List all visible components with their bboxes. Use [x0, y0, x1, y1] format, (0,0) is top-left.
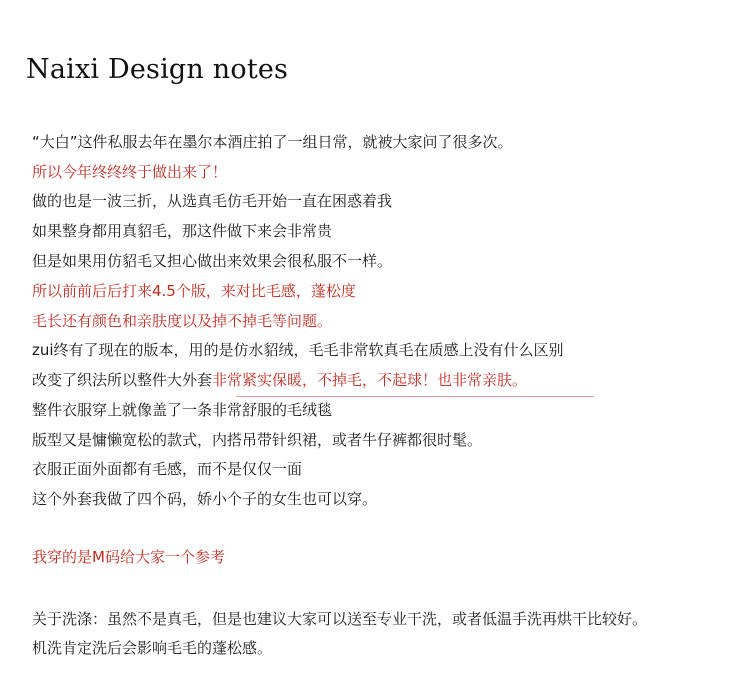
text-line: 但是如果用仿貂毛又担心做出来效果会很私服不一样。	[32, 252, 393, 270]
text-line: 这个外套我做了四个码，娇小个子的女生也可以穿。	[32, 490, 378, 508]
text-line: “大白”这件私服去年在墨尔本酒庄拍了一组日常，就被大家问了很多次。	[32, 133, 513, 151]
text-line: 版型又是慵懒宽松的款式，内搭吊带针织裙，或者牛仔裤都很时髦。	[32, 431, 483, 449]
text-line: 衣服正面外面都有毛感，而不是仅仅一面	[32, 460, 303, 478]
highlight-underline	[236, 396, 594, 397]
highlight-line: 所以今年终终终于做出来了！	[32, 163, 228, 181]
highlight-segment: 非常紧实保暖，不掉毛，不起球！也非常亲肤。	[212, 371, 528, 389]
text-line: 如果整身都用真貂毛，那这件做下来会非常贵	[32, 222, 333, 240]
text-line: 整件衣服穿上就像盖了一条非常舒服的毛绒毯	[32, 401, 333, 419]
care-note-line: 机洗肯定洗后会影响毛毛的蓬松感。	[32, 639, 273, 657]
care-note-line: 关于洗涤：虽然不是真毛，但是也建议大家可以送至专业干洗，或者低温手洗再烘干比较好。	[32, 610, 648, 628]
text-segment: 改变了织法所以整件大外套	[32, 371, 213, 389]
highlight-line: 毛长还有颜色和亲肤度以及掉不掉毛等问题。	[32, 312, 333, 330]
page-title: Naixi Design notes	[26, 54, 289, 85]
mixed-line	[32, 369, 527, 391]
text-line: zui终有了现在的版本，用的是仿水貂绒，毛毛非常软真毛在质感上没有什么区别	[32, 341, 564, 359]
text-line: 做的也是一波三折，从选真毛仿毛开始一直在困惑着我	[32, 192, 393, 210]
size-note: 我穿的是M码给大家一个参考	[32, 548, 225, 566]
highlight-line: 所以前前后后打来4.5个版，来对比毛感，蓬松度	[32, 282, 356, 300]
